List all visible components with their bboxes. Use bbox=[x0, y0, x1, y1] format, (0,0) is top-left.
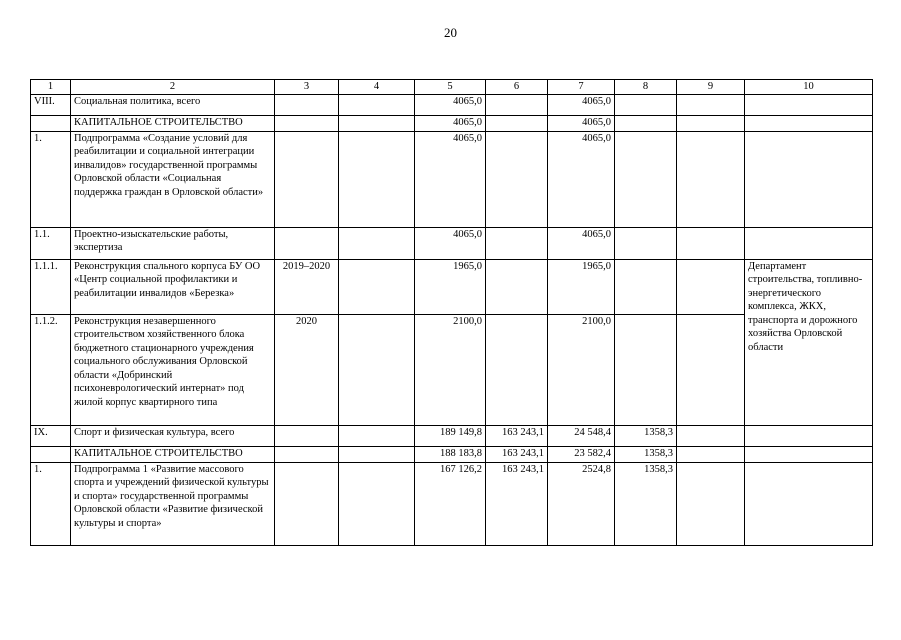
row-number bbox=[31, 446, 71, 462]
cell-col4 bbox=[339, 425, 415, 446]
cell-col9 bbox=[677, 227, 745, 259]
cell-col5: 188 183,8 bbox=[415, 446, 486, 462]
cell-col10 bbox=[745, 131, 873, 227]
cell-col10 bbox=[745, 425, 873, 446]
header-cell: 6 bbox=[486, 80, 548, 95]
cell-col7: 1965,0 bbox=[548, 259, 615, 314]
row-number: 1.1.1. bbox=[31, 259, 71, 314]
page-number: 20 bbox=[444, 25, 457, 40]
header-cell: 3 bbox=[275, 80, 339, 95]
budget-table bbox=[30, 79, 873, 546]
cell-col5: 2100,0 bbox=[415, 314, 486, 425]
row-number: 1. bbox=[31, 131, 71, 227]
cell-col7: 24 548,4 bbox=[548, 425, 615, 446]
cell-col5: 4065,0 bbox=[415, 131, 486, 227]
cell-col9 bbox=[677, 446, 745, 462]
row-name: Проектно-изыскательские работы, экспертиза bbox=[71, 227, 275, 259]
row-name: КАПИТАЛЬНОЕ СТРОИТЕЛЬСТВО bbox=[71, 446, 275, 462]
column-number-row bbox=[31, 80, 873, 95]
cell-col10 bbox=[745, 94, 873, 115]
cell-period: 2020 bbox=[275, 314, 339, 425]
cell-col7: 4065,0 bbox=[548, 94, 615, 115]
row-number: VIII. bbox=[31, 94, 71, 115]
cell-col8 bbox=[615, 259, 677, 314]
cell-col10 bbox=[745, 446, 873, 462]
cell-col9 bbox=[677, 259, 745, 314]
cell-col5: 4065,0 bbox=[415, 227, 486, 259]
cell-col8 bbox=[615, 227, 677, 259]
table-row bbox=[31, 131, 873, 227]
row-name: КАПИТАЛЬНОЕ СТРОИТЕЛЬСТВО bbox=[71, 115, 275, 131]
cell-col5: 4065,0 bbox=[415, 94, 486, 115]
row-number: 1.1. bbox=[31, 227, 71, 259]
table-row bbox=[31, 462, 873, 545]
cell-col7: 2524,8 bbox=[548, 462, 615, 545]
cell-col10 bbox=[745, 227, 873, 259]
cell-period bbox=[275, 94, 339, 115]
cell-col4 bbox=[339, 131, 415, 227]
row-name: Подпрограмма «Создание условий для реабилитации и социальной интеграции инвалидов» государственной программы Орловской области «Социальная поддержка граждан в Орловской области» bbox=[71, 131, 275, 227]
cell-col6 bbox=[486, 259, 548, 314]
table-row bbox=[31, 259, 873, 314]
cell-col4 bbox=[339, 227, 415, 259]
cell-col7: 4065,0 bbox=[548, 131, 615, 227]
cell-col7: 4065,0 bbox=[548, 227, 615, 259]
cell-col4 bbox=[339, 314, 415, 425]
table-row bbox=[31, 446, 873, 462]
cell-col8: 1358,3 bbox=[615, 425, 677, 446]
cell-col8: 1358,3 bbox=[615, 446, 677, 462]
cell-col8 bbox=[615, 94, 677, 115]
cell-col9 bbox=[677, 115, 745, 131]
cell-col5: 4065,0 bbox=[415, 115, 486, 131]
table-row bbox=[31, 227, 873, 259]
cell-col4 bbox=[339, 462, 415, 545]
cell-col9 bbox=[677, 314, 745, 425]
cell-col8 bbox=[615, 314, 677, 425]
row-name: Спорт и физическая культура, всего bbox=[71, 425, 275, 446]
cell-col5: 167 126,2 bbox=[415, 462, 486, 545]
header-cell: 8 bbox=[615, 80, 677, 95]
cell-col9 bbox=[677, 425, 745, 446]
row-number bbox=[31, 115, 71, 131]
header-cell: 7 bbox=[548, 80, 615, 95]
row-name: Социальная политика, всего bbox=[71, 94, 275, 115]
cell-col7: 2100,0 bbox=[548, 314, 615, 425]
row-name: Реконструкция спального корпуса БУ ОО «Центр социальной профилактики и реабилитации инвалидов «Березка» bbox=[71, 259, 275, 314]
cell-col6 bbox=[486, 227, 548, 259]
table-row bbox=[31, 115, 873, 131]
cell-col7: 23 582,4 bbox=[548, 446, 615, 462]
cell-col10 bbox=[745, 462, 873, 545]
cell-col6 bbox=[486, 314, 548, 425]
header-cell: 4 bbox=[339, 80, 415, 95]
row-number: IX. bbox=[31, 425, 71, 446]
row-name: Реконструкция незавершенного строительством хозяйственного блока бюджетного стационарного учреждения социального обслуживания Орловской области «Добринский психоневрологический интернат» под жилой корпус квартирного типа bbox=[71, 314, 275, 425]
cell-col4 bbox=[339, 94, 415, 115]
cell-period bbox=[275, 227, 339, 259]
header-cell: 10 bbox=[745, 80, 873, 95]
header-cell: 1 bbox=[31, 80, 71, 95]
cell-period bbox=[275, 425, 339, 446]
cell-col6: 163 243,1 bbox=[486, 446, 548, 462]
cell-col6 bbox=[486, 115, 548, 131]
cell-col5: 189 149,8 bbox=[415, 425, 486, 446]
cell-col4 bbox=[339, 259, 415, 314]
cell-col9 bbox=[677, 462, 745, 545]
cell-col8 bbox=[615, 115, 677, 131]
table-row bbox=[31, 94, 873, 115]
cell-period bbox=[275, 115, 339, 131]
cell-col6 bbox=[486, 131, 548, 227]
cell-col10 bbox=[745, 115, 873, 131]
table-row bbox=[31, 425, 873, 446]
cell-col6 bbox=[486, 94, 548, 115]
cell-col8 bbox=[615, 131, 677, 227]
cell-col6: 163 243,1 bbox=[486, 425, 548, 446]
cell-col9 bbox=[677, 131, 745, 227]
row-number: 1. bbox=[31, 462, 71, 545]
cell-period bbox=[275, 131, 339, 227]
cell-col5: 1965,0 bbox=[415, 259, 486, 314]
row-name: Подпрограмма 1 «Развитие массового спорта и учреждений физической культуры и спорта» государственной программы Орловской области «Развитие физической культуры и спорта» bbox=[71, 462, 275, 545]
header-cell: 9 bbox=[677, 80, 745, 95]
row-number: 1.1.2. bbox=[31, 314, 71, 425]
header-cell: 2 bbox=[71, 80, 275, 95]
cell-col4 bbox=[339, 446, 415, 462]
header-cell: 5 bbox=[415, 80, 486, 95]
cell-col9 bbox=[677, 94, 745, 115]
cell-period: 2019–2020 bbox=[275, 259, 339, 314]
cell-col4 bbox=[339, 115, 415, 131]
cell-period bbox=[275, 446, 339, 462]
cell-period bbox=[275, 462, 339, 545]
cell-col8: 1358,3 bbox=[615, 462, 677, 545]
cell-col7: 4065,0 bbox=[548, 115, 615, 131]
cell-col6: 163 243,1 bbox=[486, 462, 548, 545]
executor-cell: Департамент строительства, топливно-энергетического комплекса, ЖКХ, транспорта и дорожного хозяйства Орловской области bbox=[745, 259, 873, 425]
